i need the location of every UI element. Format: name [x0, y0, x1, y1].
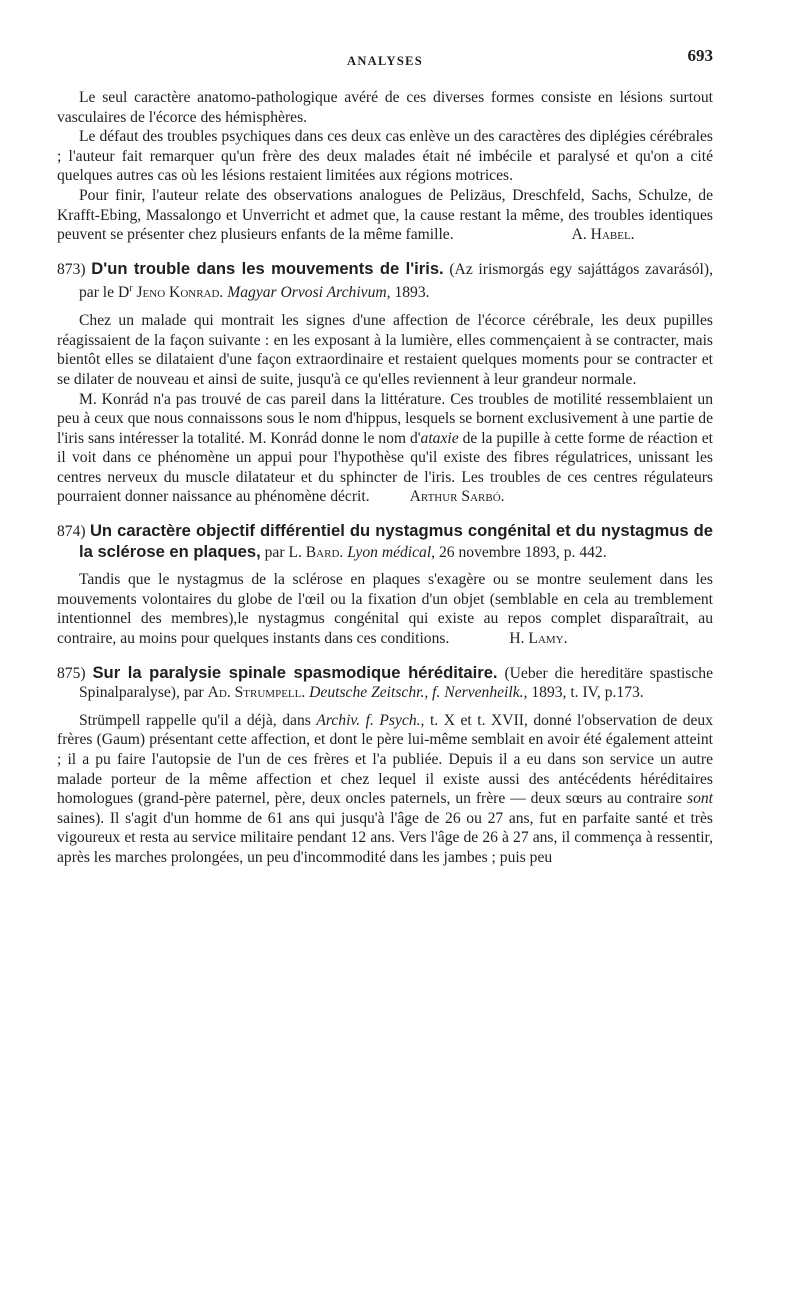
signature-habel: A. Habel. [571, 226, 635, 244]
article-873-heading [57, 259, 713, 303]
article-874-title: Un caractère objectif différentiel du nystagmus congénital et du nystagmus de la sclérose en plaques, [79, 521, 713, 561]
article-873 [57, 259, 713, 507]
article-873-title: D'un trouble dans les mouvements de l'iris. [91, 258, 444, 278]
page-body [57, 88, 713, 868]
article-875-body-b: t. X et t. XVII, donné l'observation de deux frères (Gaum) présentant cette affection, et dont le père lui-même semblait en avoir été également atteint ; il a pu faire l'autopsie de l'un de ces frères et l'a publiée. Depuis il a eu dans son service un autre malade porteur de la même affection et chez lequel il existe aussi des antécédents héréditaires homologues (grand-père paternel, père, deux oncles paternels, un frère — deux sœurs au contraire [57, 711, 714, 808]
page-number: 693 [687, 46, 713, 65]
article-873-paragraph-1: Chez un malade qui montrait les signes d'une affection de l'écorce cérébrale, les deux pupilles réagissaient de la façon suivante : en les exposant à la lumière, elles commençaient à se contracter, mais bientôt elles se dilataient d'une façon extraordinaire et restaient quelques moments pour se contracter et se dilater de nouveau et ainsi de suite, jusqu'à ce qu'elles reviennent à leur grandeur normale. [57, 312, 713, 388]
article-873-source: (Az irismorgás egy sajáttágos zavarásól), par le D [79, 260, 713, 302]
article-875-details: 1893, t. IV, p.173. [531, 684, 644, 702]
article-874 [57, 521, 713, 649]
article-874-heading [57, 521, 713, 562]
article-875-author: Ad. Strumpell. [207, 684, 306, 702]
page-header [57, 46, 713, 70]
article-875-title: Sur la paralysie spinale spasmodique héréditaire. [92, 662, 498, 682]
article-874-journal: Lyon médical, [347, 543, 436, 561]
article-875 [57, 663, 713, 868]
intro-paragraph-3 [57, 186, 713, 245]
article-873-journal: Magyar Orvosi Archivum, [227, 284, 391, 302]
article-873-p2-part-b: de la pupille à cette forme de réaction et il voit dans ce phénomène un appui pour l'hypothèse qu'il existe des fibres régulatrices, unissant les centres nerveux du muscle dilatateur et du sphincter de l'iris. Les troubles de ces centres régulateurs pourraient donner naissance au phénomène décrit. [57, 429, 713, 506]
article-873-p2-italic: ataxie [420, 429, 459, 447]
article-875-heading [57, 663, 713, 703]
article-875-journal: Deutsche Zeitschr., f. Nervenheilk., [309, 684, 528, 702]
intro-paragraph-3-text: Pour finir, l'auteur relate des observations analogues de Pelizäus, Dreschfeld, Sachs, Schulze, de Krafft-Ebing, Massalongo et Unverricht et admet que, la cause restant la même, des troubles identiques peuvent se présenter chez plusieurs enfants de la même famille. [57, 186, 713, 244]
running-title: ANALYSES [347, 54, 423, 68]
article-873-details: 1893. [394, 284, 430, 302]
article-875-number: 875) [57, 664, 86, 682]
article-875-body-italic-2: sont [687, 790, 713, 808]
article-873-author: Jeno Konrad. [136, 284, 224, 302]
article-875-paragraph [57, 711, 713, 868]
intro-paragraph-1: Le seul caractère anatomo-pathologique avéré de ces diverses formes consiste en lésions surtout vasculaires de l'écorce des hémisphères. [57, 89, 713, 126]
article-874-number: 874) [57, 523, 86, 541]
article-873-source-sup: r [129, 283, 133, 295]
article-873-p2-part-a: M. Konrád n'a pas trouvé de cas pareil dans la littérature. Ces troubles de motilité ressemblaient un peu à ceux que nous connaissons sous le nom d'hippus, lesquels se bornent exclusivement à une partie de l'iris sans intéresser la totalité. M. Konrád donne le nom d' [57, 390, 713, 447]
article-875-body-c: saines). Il s'agit d'un homme de 61 ans qui jusqu'à l'âge de 26 ou 27 ans, fut en parfaite santé et très vigoureux et resta au service militaire pendant 12 ans. Vers l'âge de 26 à 27 ans, il commença à ressentir, après les marches prolongées, un peu d'incommodité dans les jambes ; puis peu [57, 809, 713, 866]
article-875-body-italic-1: Archiv. f. Psych., [316, 711, 425, 729]
article-874-details: 26 novembre 1893, p. 442. [439, 543, 607, 561]
signature-lamy: H. Lamy. [509, 630, 568, 648]
article-874-source: par [264, 543, 285, 561]
intro-paragraph-2: Le défaut des troubles psychiques dans ces deux cas enlève un des caractères des diplégies cérébrales ; l'auteur fait remarquer qu'un frère des deux malades était né imbécile et paralysé et qu'on a cité quelques autres cas où les lésions restaient limitées aux régions motrices. [57, 128, 713, 185]
article-874-body: Tandis que le nystagmus de la sclérose en plaques s'exagère ou se montre seulement dans les mouvements volontaires du globe de l'œil ou la fixation d'un objet (semblable en cela au tremblement intentionnel des membres),le nystagmus congénital qui existe au repos complet disparaîtrait, au contraire, au moins pour quelques instants dans ces conditions. [57, 571, 713, 648]
article-874-author: L. Bard. [288, 543, 344, 561]
article-874-paragraph [57, 570, 713, 648]
article-873-paragraph-2 [57, 390, 713, 508]
article-875-body-a: Strümpell rappelle qu'il a déjà, dans [79, 711, 317, 729]
signature-sarbo: Arthur Sarbó. [409, 488, 505, 506]
article-873-number: 873) [57, 260, 86, 278]
article-875-source: (Ueber die hereditäre spastische Spinalparalyse), par [79, 664, 713, 702]
